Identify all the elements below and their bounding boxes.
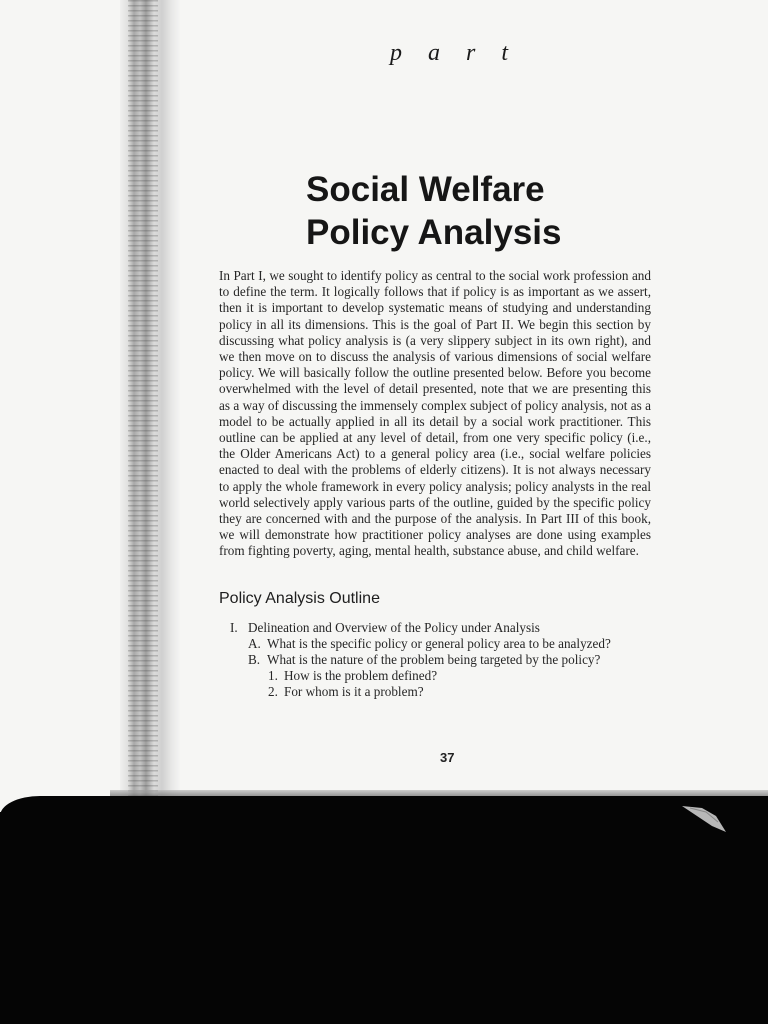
part-label: p a r t <box>390 40 519 66</box>
outline-text: What is the specific policy or general policy area to be analyzed? <box>267 636 611 651</box>
outline-item <box>230 684 660 700</box>
outline-text: What is the nature of the problem being targeted by the policy? <box>267 652 601 667</box>
section-heading: Policy Analysis Outline <box>219 590 380 607</box>
scanner-background <box>0 796 768 1024</box>
outline-text: For whom is it a problem? <box>284 684 424 699</box>
page-number: 37 <box>440 750 455 765</box>
outline-item <box>230 652 660 668</box>
outline-number: I. <box>230 620 238 635</box>
policy-outline <box>230 620 660 700</box>
outline-number: 1. <box>268 668 278 683</box>
binding-texture <box>128 0 158 812</box>
page-title <box>306 168 646 254</box>
outline-number: A. <box>248 636 261 651</box>
outline-number: B. <box>248 652 261 667</box>
title-line-1: Social Welfare <box>306 170 545 209</box>
outline-item <box>230 620 660 636</box>
outline-item <box>230 636 660 652</box>
outline-text: Delineation and Overview of the Policy under Analysis <box>248 620 540 635</box>
outline-text: How is the problem defined? <box>284 668 438 683</box>
outline-item <box>230 668 660 684</box>
page-curl-icon <box>682 802 728 836</box>
outline-number: 2. <box>268 684 278 699</box>
title-line-2: Policy Analysis <box>306 213 562 252</box>
intro-paragraph: In Part I, we sought to identify policy as central to the social work profession and to define the term. It logically follows that if policy is as important as we assert, then it is important to develop systematic means of studying and understanding policy in all its dimensions. This is the goal of Part II. We begin this section by discussing what policy analysis is (a very slippery subject in its own right), and we then move on to discuss the analysis of various dimensions of social welfare policy. We will basically follow the outline presented below. Before you become overwhelmed with the level of detail presented, note that we are presenting this as a way of discussing the immensely complex subject of policy analysis, not as a model to be actually applied in all its detail by a social work practitioner. This outline can be applied at any level of detail, from one very specific policy (i.e., the Older Americans Act) to a general policy area (i.e., social welfare policies enacted to deal with the problems of elderly citizens). It is not always necessary to apply the whole framework in every policy analysis; policy analysts in the real world selectively apply various parts of the outline, guided by the specific policy they are concerned with and the purpose of the analysis. In Part III of this book, we will demonstrate how practitioner policy analyses are done using examples from fighting poverty, aging, mental health, substance abuse, and child welfare. <box>219 268 651 559</box>
